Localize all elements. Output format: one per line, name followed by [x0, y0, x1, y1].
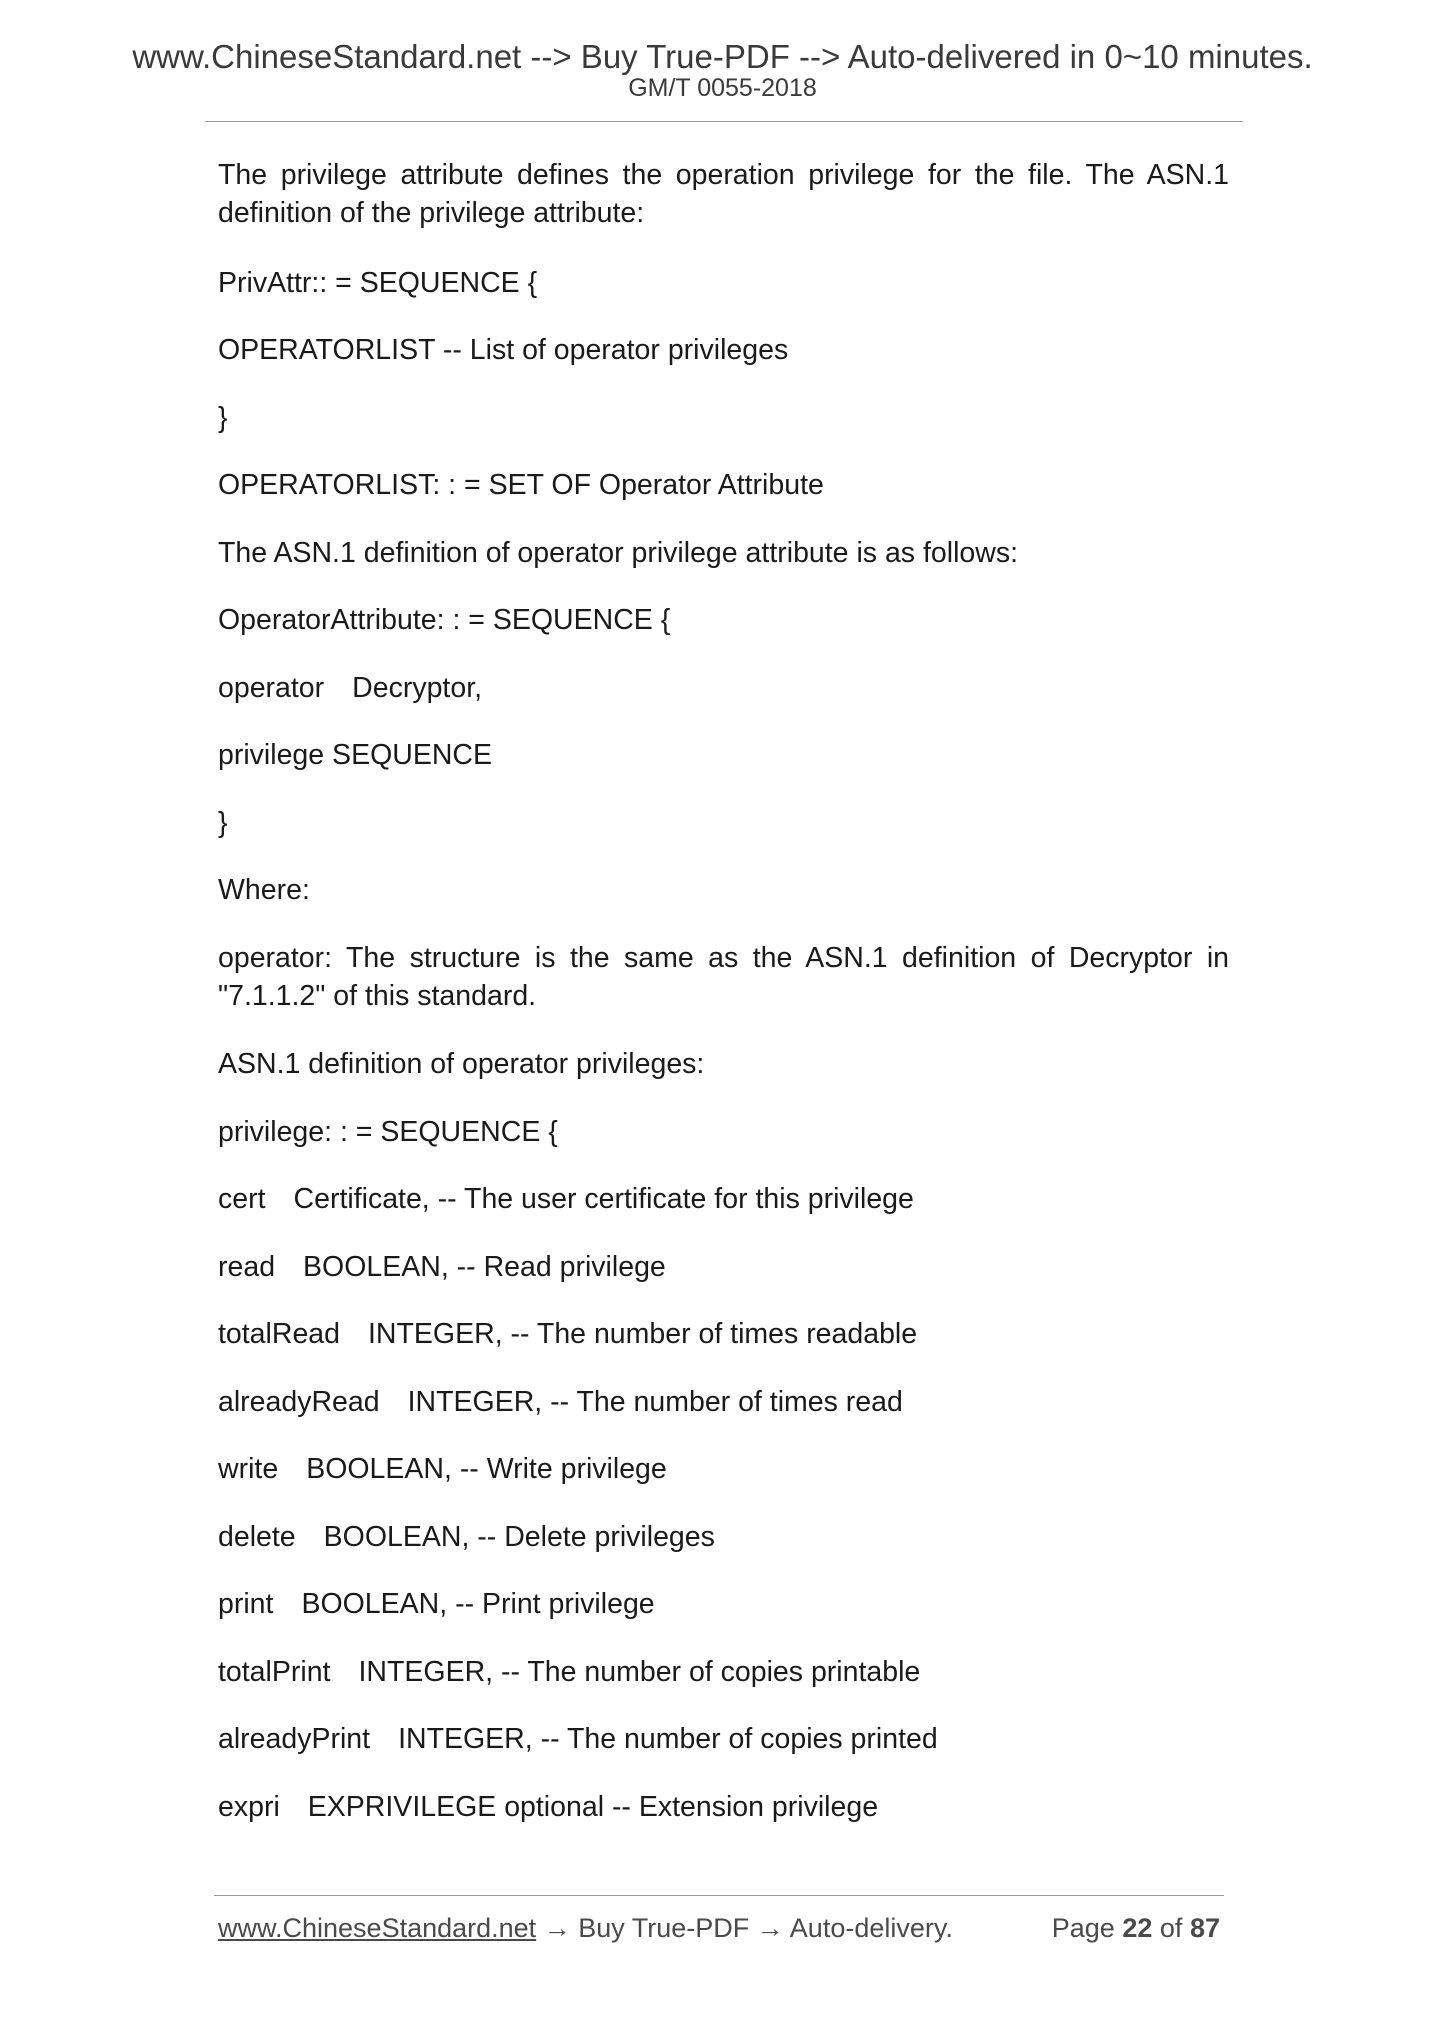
field-name: print: [218, 1588, 274, 1620]
closing-brace-1: }: [218, 402, 228, 434]
field-name: read: [218, 1251, 276, 1283]
field-type: BOOLEAN, -- Delete privileges: [323, 1521, 715, 1553]
field-name: totalPrint: [218, 1656, 331, 1688]
field-row: [218, 1315, 1229, 1353]
closing-brace-2: }: [218, 807, 228, 839]
footer-divider: [214, 1895, 1224, 1896]
operator-field-type: Decryptor,: [352, 672, 483, 704]
field-name: delete: [218, 1521, 296, 1553]
privilege-field-line: privilege SEQUENCE: [218, 739, 493, 771]
page-indicator: [1052, 1913, 1220, 1944]
field-type: INTEGER, -- The number of times readable: [368, 1318, 918, 1350]
footer-buy-text: Buy True-PDF: [578, 1913, 750, 1943]
operator-field-name: operator: [218, 672, 325, 704]
field-row: [218, 1518, 1229, 1556]
field-name: totalRead: [218, 1318, 341, 1350]
operatorlist-definition: OPERATORLIST: : = SET OF Operator Attribute: [218, 469, 824, 501]
field-row: [218, 1585, 1229, 1623]
where-label: Where:: [218, 874, 310, 906]
operator-field-line: [218, 669, 1229, 707]
privattr-open-line: PrivAttr:: = SEQUENCE {: [218, 267, 538, 299]
field-row: [218, 1180, 1229, 1218]
field-row: [218, 1720, 1229, 1758]
operator-attribute-intro: The ASN.1 definition of operator privilege attribute is as follows:: [218, 537, 1019, 569]
field-type: INTEGER, -- The number of copies printable: [358, 1656, 921, 1688]
site-banner: www.ChineseStandard.net --> Buy True-PDF --> Auto-delivered in 0~10 minutes.: [132, 38, 1313, 75]
field-type: EXPRIVILEGE optional -- Extension privilege: [307, 1791, 879, 1823]
arrow-right-icon: →: [756, 1913, 784, 1943]
page-of-label: of: [1159, 1913, 1183, 1943]
page-current: 22: [1122, 1913, 1153, 1943]
privilege-open-line: privilege: : = SEQUENCE {: [218, 1116, 558, 1148]
page-label: Page: [1051, 1913, 1115, 1943]
footer-promo: [218, 1913, 953, 1944]
field-name: alreadyRead: [218, 1386, 380, 1418]
page-total: 87: [1189, 1913, 1220, 1943]
field-type: INTEGER, -- The number of times read: [407, 1386, 903, 1418]
intro-paragraph: The privilege attribute defines the operation privilege for the file. The ASN.1 definition of the privilege attribute:: [218, 159, 1229, 229]
field-type: Certificate, -- The user certificate for this privilege: [293, 1183, 914, 1215]
operator-description: operator: The structure is the same as the ASN.1 definition of Decryptor in "7.1.1.2" of this standard.: [218, 942, 1229, 1012]
operatorlist-line: OPERATORLIST -- List of operator privileges: [218, 334, 789, 366]
field-row: [218, 1653, 1229, 1691]
header-divider: [205, 121, 1243, 122]
footer-site-link[interactable]: www.ChineseStandard.net: [218, 1913, 537, 1943]
field-name: cert: [218, 1183, 266, 1215]
field-row: [218, 1248, 1229, 1286]
field-row: [218, 1788, 1229, 1826]
field-type: INTEGER, -- The number of copies printed: [398, 1723, 938, 1755]
field-row: [218, 1383, 1229, 1421]
field-type: BOOLEAN, -- Read privilege: [303, 1251, 666, 1283]
arrow-right-icon: →: [543, 1913, 571, 1943]
privileges-intro: ASN.1 definition of operator privileges:: [218, 1048, 705, 1080]
footer-delivery-text: Auto-delivery.: [789, 1913, 953, 1943]
field-name: alreadyPrint: [218, 1723, 371, 1755]
field-name: write: [218, 1453, 279, 1485]
field-name: expri: [218, 1791, 280, 1823]
operator-attribute-open-line: OperatorAttribute: : = SEQUENCE {: [218, 604, 671, 636]
field-type: BOOLEAN, -- Write privilege: [306, 1453, 667, 1485]
document-code: GM/T 0055-2018: [628, 74, 817, 102]
field-row: [218, 1450, 1229, 1488]
field-type: BOOLEAN, -- Print privilege: [301, 1588, 655, 1620]
